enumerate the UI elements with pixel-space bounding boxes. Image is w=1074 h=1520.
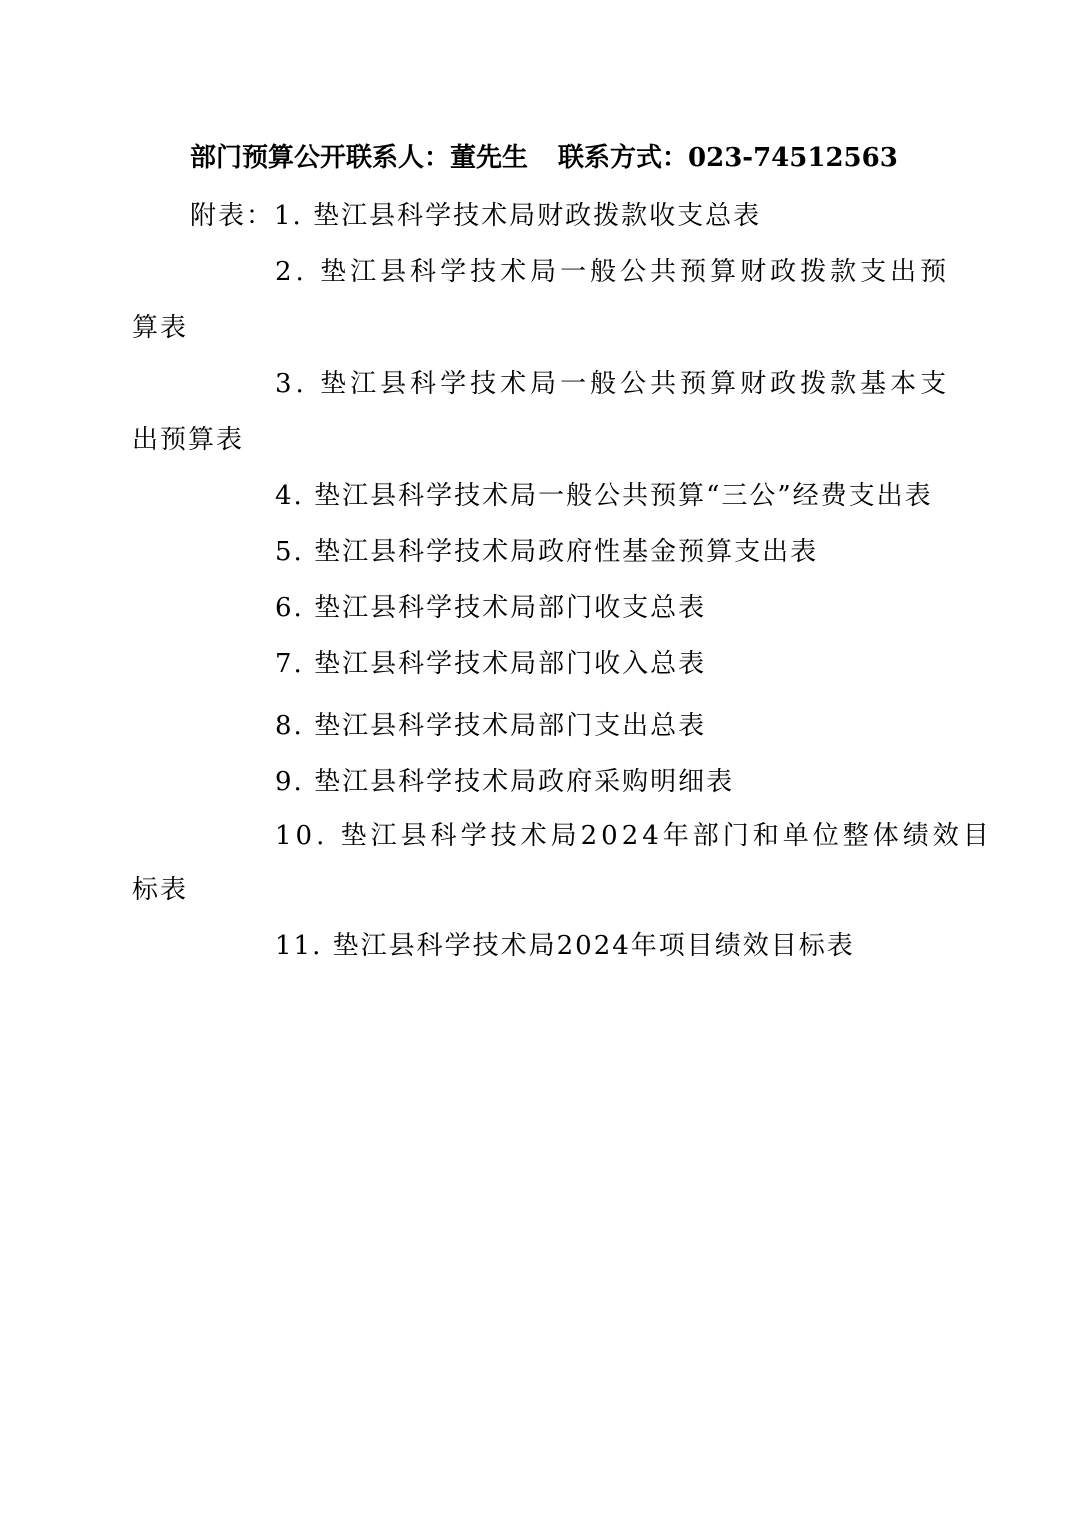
item-title: 垫江县科学技术局部门支出总表 <box>314 711 707 741</box>
attachment-item-8 <box>275 708 706 744</box>
attachment-item-11 <box>275 928 855 964</box>
item-number: 8. <box>275 711 304 741</box>
item-title-line1: 垫江县科学技术局一般公共预算财政拨款支出预 <box>320 257 951 287</box>
item-number: 2. <box>275 257 308 287</box>
item-number: 6. <box>275 593 304 623</box>
contact-line <box>190 140 898 176</box>
item-title-line2: 标表 <box>132 875 189 905</box>
item-title-line1: 垫江县科学技术局2024年部门和单位整体绩效目 <box>340 821 993 851</box>
item-title: 垫江县科学技术局一般公共预算“三公”经费支出表 <box>314 481 933 511</box>
attachment-item-5 <box>275 534 818 570</box>
item-title: 垫江县科学技术局部门收入总表 <box>314 649 707 679</box>
item-title-line2: 算表 <box>132 313 189 343</box>
item-title: 垫江县科学技术局政府性基金预算支出表 <box>314 537 819 567</box>
attachment-item-9 <box>275 764 734 800</box>
item-number: 11. <box>275 931 323 961</box>
attachment-item-2 <box>275 254 950 290</box>
attachment-item-3-continued <box>132 422 244 458</box>
item-title: 垫江县科学技术局政府采购明细表 <box>314 767 735 797</box>
item-title: 垫江县科学技术局部门收支总表 <box>314 593 707 623</box>
attachment-item-7 <box>275 646 706 682</box>
item-number: 5. <box>275 537 304 567</box>
item-title: 垫江县科学技术局2024年项目绩效目标表 <box>332 931 855 961</box>
item-title-line1: 垫江县科学技术局一般公共预算财政拨款基本支 <box>320 369 951 399</box>
attachment-item-2-continued <box>132 310 188 346</box>
item-number: 4. <box>275 481 304 511</box>
attachment-item-3 <box>275 366 950 402</box>
item-title-line2: 出预算表 <box>132 425 245 455</box>
item-number: 1. <box>274 201 303 231</box>
attachments-prefix: 附表： <box>190 201 275 231</box>
attachment-item-4 <box>275 478 933 514</box>
attachment-item-10 <box>275 818 993 854</box>
attachment-item-10-continued <box>132 872 188 908</box>
item-number: 7. <box>275 649 304 679</box>
contact-person: 部门预算公开联系人：董先生 <box>190 143 529 173</box>
item-number: 10. <box>275 821 329 851</box>
attachment-item-1 <box>190 198 761 234</box>
attachment-item-6 <box>275 590 706 626</box>
item-number: 9. <box>275 767 304 797</box>
item-title: 垫江县科学技术局财政拨款收支总表 <box>313 201 762 231</box>
item-number: 3. <box>275 369 308 399</box>
contact-method: 联系方式：023-74512563 <box>558 143 898 173</box>
